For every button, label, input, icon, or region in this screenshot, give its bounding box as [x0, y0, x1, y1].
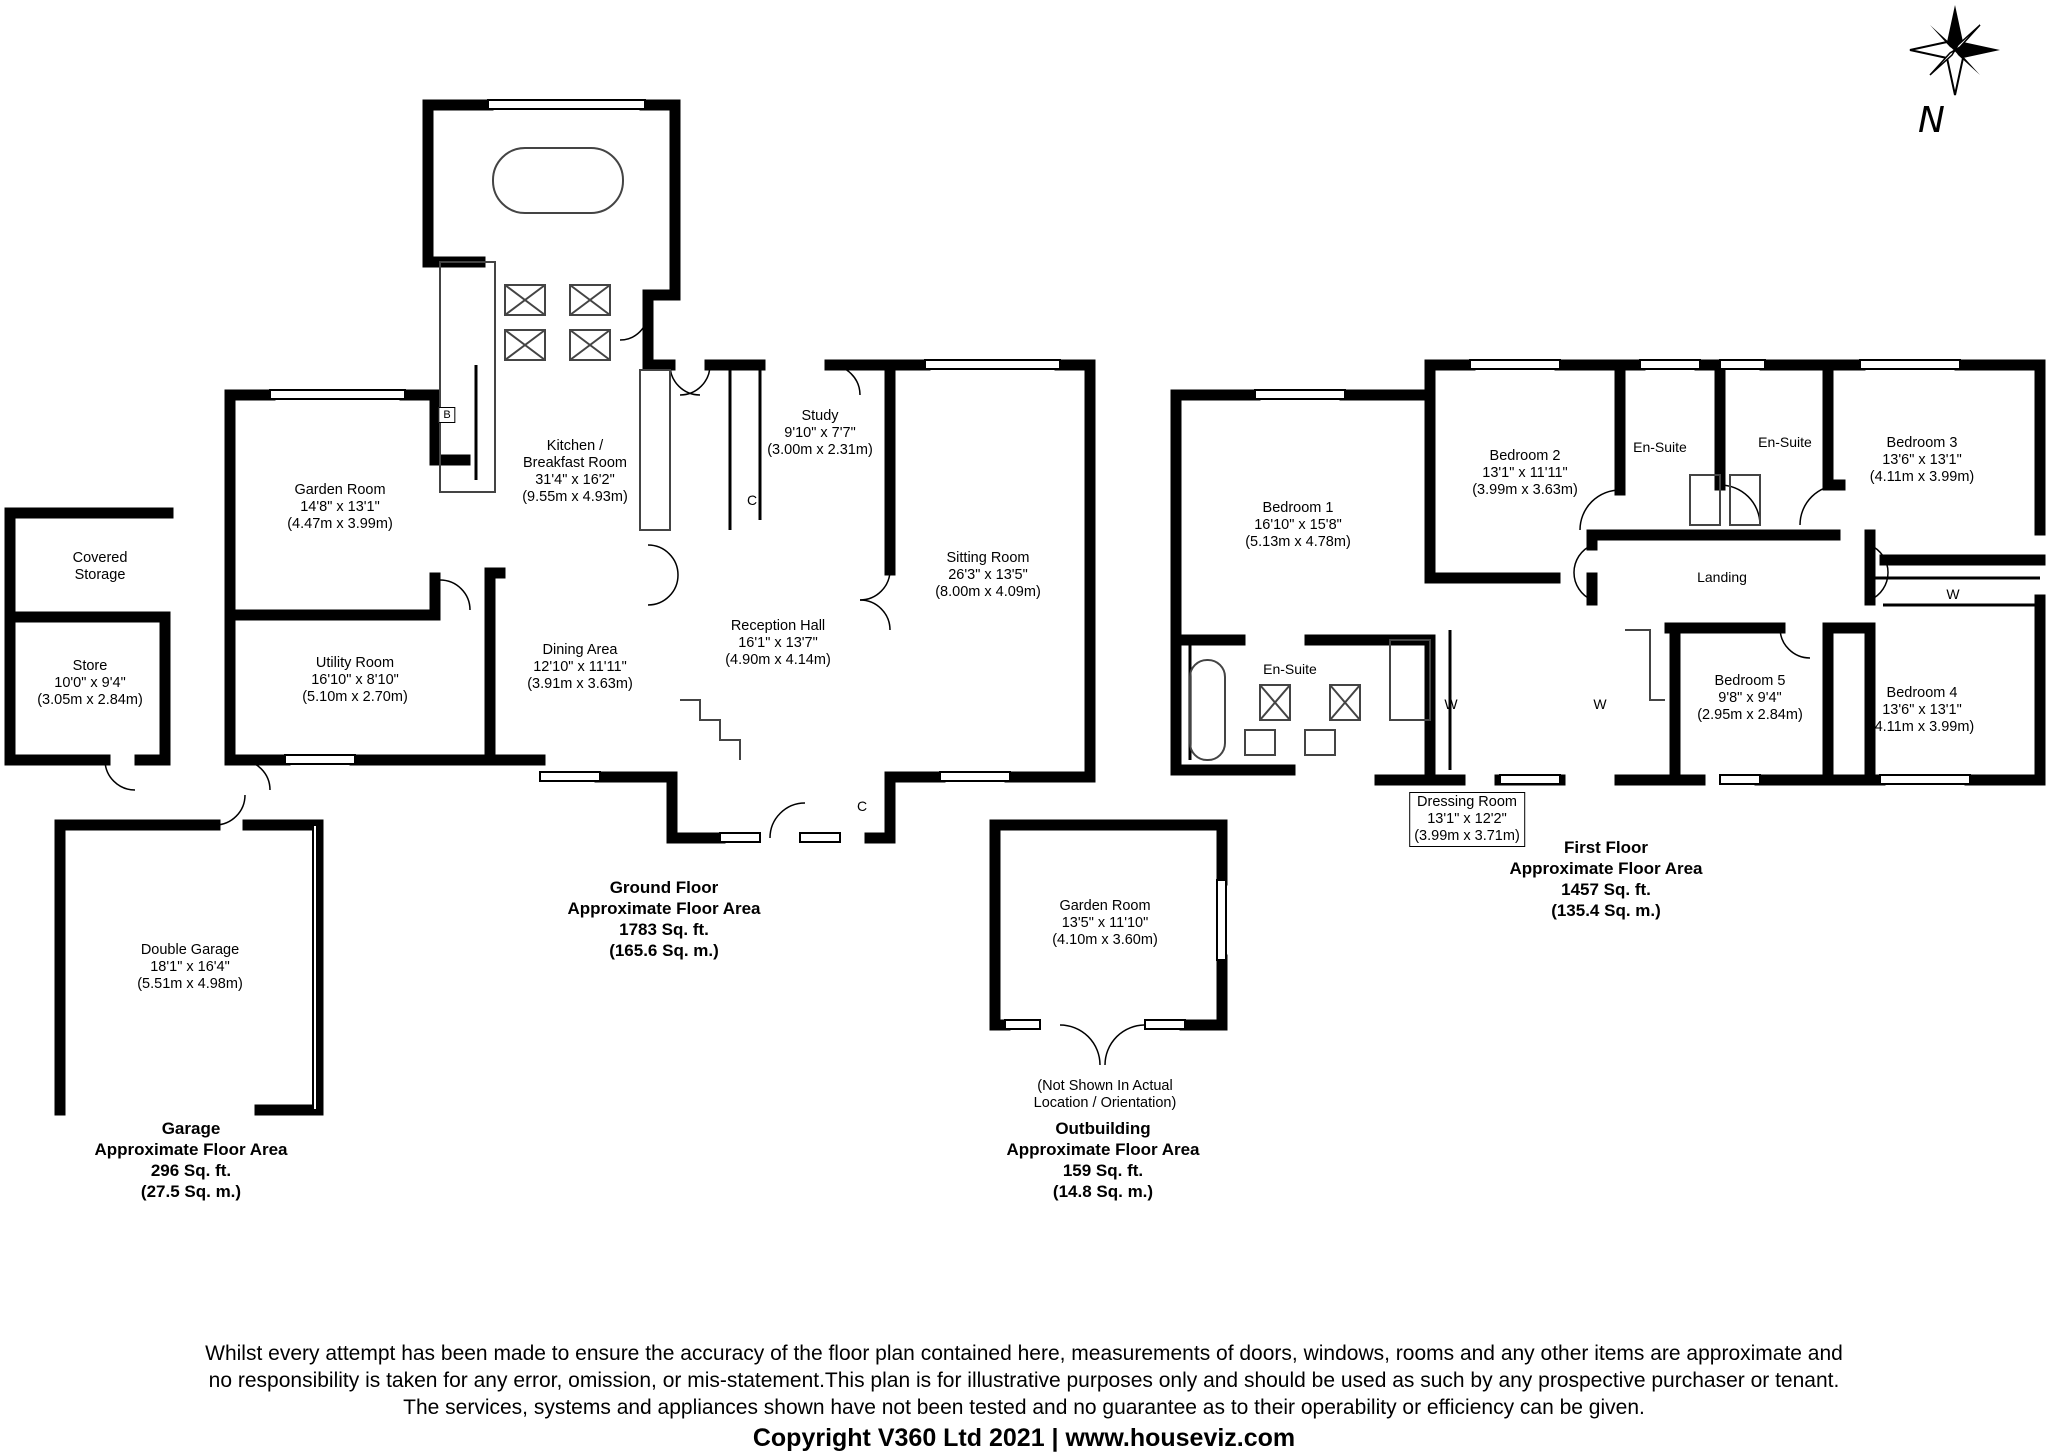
area-sqm: (14.8 Sq. m.) [1052, 1182, 1154, 1201]
area-sqft: 159 Sq. ft. [1062, 1161, 1144, 1180]
area-title: First Floor [1563, 838, 1649, 857]
room-name: Reception Hall [730, 618, 826, 634]
room-size-imperial: 13'6" x 13'1" [1882, 452, 1962, 468]
room-label-bedroom-3 [1870, 435, 1975, 486]
wardrobe-mark: W [1593, 696, 1607, 712]
outbuilding-area [1006, 1118, 1199, 1202]
room-name: Garden Room [1059, 898, 1151, 914]
room-name: Bedroom 3 [1886, 435, 1958, 451]
compass-north-label: N [1918, 100, 1945, 141]
disclaimer-line-2: no responsibility is taken for any error, omission, or mis-statement.This plan is for illustrative purposes only and should be used as such by any prospective purchaser or tenant. [208, 1369, 1840, 1392]
room-size-metric: (4.11m x 3.99m) [1869, 469, 1975, 485]
room-size-metric: (3.99m x 3.63m) [1472, 482, 1578, 498]
room-size-imperial: 13'1" x 12'2" [1427, 811, 1507, 827]
room-label-study [767, 408, 873, 459]
room-name: Dining Area [542, 642, 618, 658]
ensuite-label: En-Suite [1758, 434, 1812, 450]
room-label-bedroom-5 [1697, 673, 1803, 724]
room-size-metric: (3.05m x 2.84m) [37, 692, 143, 708]
room-name-2: Storage [74, 567, 126, 583]
room-size-metric: (4.47m x 3.99m) [287, 516, 393, 532]
room-size-metric: (2.95m x 2.84m) [1697, 707, 1803, 723]
ground-floor-area [567, 877, 760, 961]
room-label-store [37, 658, 143, 709]
room-label-bedroom-4 [1870, 685, 1975, 736]
room-size-metric: (3.91m x 3.63m) [527, 676, 633, 692]
wardrobe-mark: W [1946, 586, 1960, 602]
room-size-imperial: 13'6" x 13'1" [1882, 702, 1962, 718]
area-sqm: (27.5 Sq. m.) [140, 1182, 242, 1201]
room-size-imperial: 16'1" x 13'7" [738, 635, 818, 651]
wardrobe-mark: W [1946, 551, 1960, 567]
boiler-mark: B [438, 407, 455, 423]
note-line-2: Location / Orientation) [1033, 1095, 1177, 1111]
wardrobe-mark: W [1444, 696, 1458, 712]
area-title: Garage [161, 1119, 221, 1138]
area-title: Ground Floor [609, 878, 719, 897]
room-name: Bedroom 4 [1886, 685, 1958, 701]
copyright: Copyright V360 Ltd 2021 | www.houseviz.com [752, 1424, 1296, 1452]
room-label-double-garage [137, 942, 243, 993]
room-name-2: Breakfast Room [523, 455, 627, 471]
room-size-imperial: 14'8" x 13'1" [300, 499, 380, 515]
room-size-imperial: 16'10" x 15'8" [1254, 517, 1342, 533]
ensuite-label: En-Suite [1633, 439, 1687, 455]
room-name: Bedroom 2 [1489, 448, 1561, 464]
kitchen-wall-right [648, 105, 675, 295]
room-size-imperial: 12'10" x 11'11" [533, 659, 627, 675]
room-name: Dressing Room [1417, 794, 1517, 810]
room-label-covered-storage [73, 550, 128, 584]
disclaimer-line-3: The services, systems and appliances shown have not been tested and no guarantee as to their operability or efficiency can be given. [403, 1396, 1645, 1419]
kitchen-wall [428, 105, 480, 262]
area-title: Outbuilding [1055, 1119, 1151, 1138]
first-floor-area [1509, 837, 1702, 921]
room-size-imperial: 13'1" x 11'11" [1482, 465, 1568, 481]
area-sqft: 1783 Sq. ft. [619, 920, 709, 939]
room-name: Double Garage [140, 942, 240, 958]
room-name: Garden Room [294, 482, 386, 498]
cupboard-mark: C [856, 798, 868, 814]
island [493, 148, 623, 213]
room-label-reception-hall [725, 618, 831, 669]
first-floor-wall [1176, 395, 1290, 770]
room-name: Utility Room [315, 655, 395, 671]
room-label-bedroom-1 [1245, 500, 1351, 551]
room-label-outbuilding-garden-room [1052, 898, 1158, 949]
area-subtitle: Approximate Floor Area [94, 1140, 288, 1159]
windows [270, 100, 1970, 1110]
room-name: Store [72, 658, 108, 674]
room-size-metric: (3.99m x 3.71m) [1414, 828, 1520, 844]
room-size-imperial: 9'8" x 9'4" [1718, 690, 1782, 706]
room-size-imperial: 16'10" x 8'10" [311, 672, 399, 688]
room-size-metric: (4.10m x 3.60m) [1052, 932, 1158, 948]
room-size-metric: (5.10m x 2.70m) [302, 689, 408, 705]
garage-area [94, 1118, 287, 1202]
landing-label: Landing [1697, 569, 1747, 585]
area-subtitle: Approximate Floor Area [1509, 859, 1703, 878]
room-size-metric: (5.51m x 4.98m) [137, 976, 243, 992]
room-label-dressing-room [1409, 792, 1525, 847]
room-size-metric: (4.90m x 4.14m) [725, 652, 831, 668]
room-name: Study [801, 408, 839, 424]
room-size-imperial: 26'3" x 13'5" [948, 567, 1028, 583]
room-size-metric: (9.55m x 4.93m) [522, 489, 628, 505]
room-size-imperial: 9'10" x 7'7" [784, 425, 856, 441]
room-size-imperial: 18'1" x 16'4" [150, 959, 230, 975]
room-label-utility-room [302, 655, 408, 706]
thin-walls [476, 365, 2040, 770]
room-size-imperial: 13'5" x 11'10" [1061, 915, 1149, 931]
area-sqm: (135.4 Sq. m.) [1551, 901, 1661, 920]
room-name: Bedroom 5 [1714, 673, 1786, 689]
area-sqft: 296 Sq. ft. [150, 1161, 232, 1180]
disclaimer [0, 1340, 2048, 1421]
ensuite-label: En-Suite [1263, 661, 1317, 677]
room-name: Kitchen / [546, 438, 604, 454]
room-size-imperial: 10'0" x 9'4" [54, 675, 126, 691]
room-label-kitchen [522, 438, 628, 506]
note-line-1: (Not Shown In Actual [1037, 1078, 1173, 1094]
room-label-dining-area [527, 642, 633, 693]
room-name: Bedroom 1 [1262, 500, 1334, 516]
area-subtitle: Approximate Floor Area [567, 899, 761, 918]
outbuilding-note [1034, 1078, 1177, 1112]
room-label-bedroom-2 [1472, 448, 1578, 499]
room-label-garden-room [287, 482, 393, 533]
room-label-sitting-room [935, 550, 1041, 601]
area-sqft: 1457 Sq. ft. [1561, 880, 1651, 899]
cupboard-mark: C [746, 492, 758, 508]
hall-wall [672, 777, 720, 838]
room-size-metric: (3.00m x 2.31m) [767, 442, 873, 458]
compass-rose-icon [1910, 5, 2000, 95]
room-size-metric: (5.13m x 4.78m) [1245, 534, 1351, 550]
room-size-metric: (8.00m x 4.09m) [935, 584, 1041, 600]
disclaimer-line-1: Whilst every attempt has been made to ensure the accuracy of the floor plan contained here, measurements of doors, windows, rooms and any other items are approximate and [205, 1342, 1843, 1365]
area-sqm: (165.6 Sq. m.) [609, 941, 719, 960]
room-name: Sitting Room [946, 550, 1030, 566]
room-size-metric: (4.11m x 3.99m) [1869, 719, 1975, 735]
room-size-imperial: 31'4" x 16'2" [535, 472, 615, 488]
room-name: Covered [72, 550, 128, 566]
bathtub [1190, 660, 1225, 760]
area-subtitle: Approximate Floor Area [1006, 1140, 1200, 1159]
